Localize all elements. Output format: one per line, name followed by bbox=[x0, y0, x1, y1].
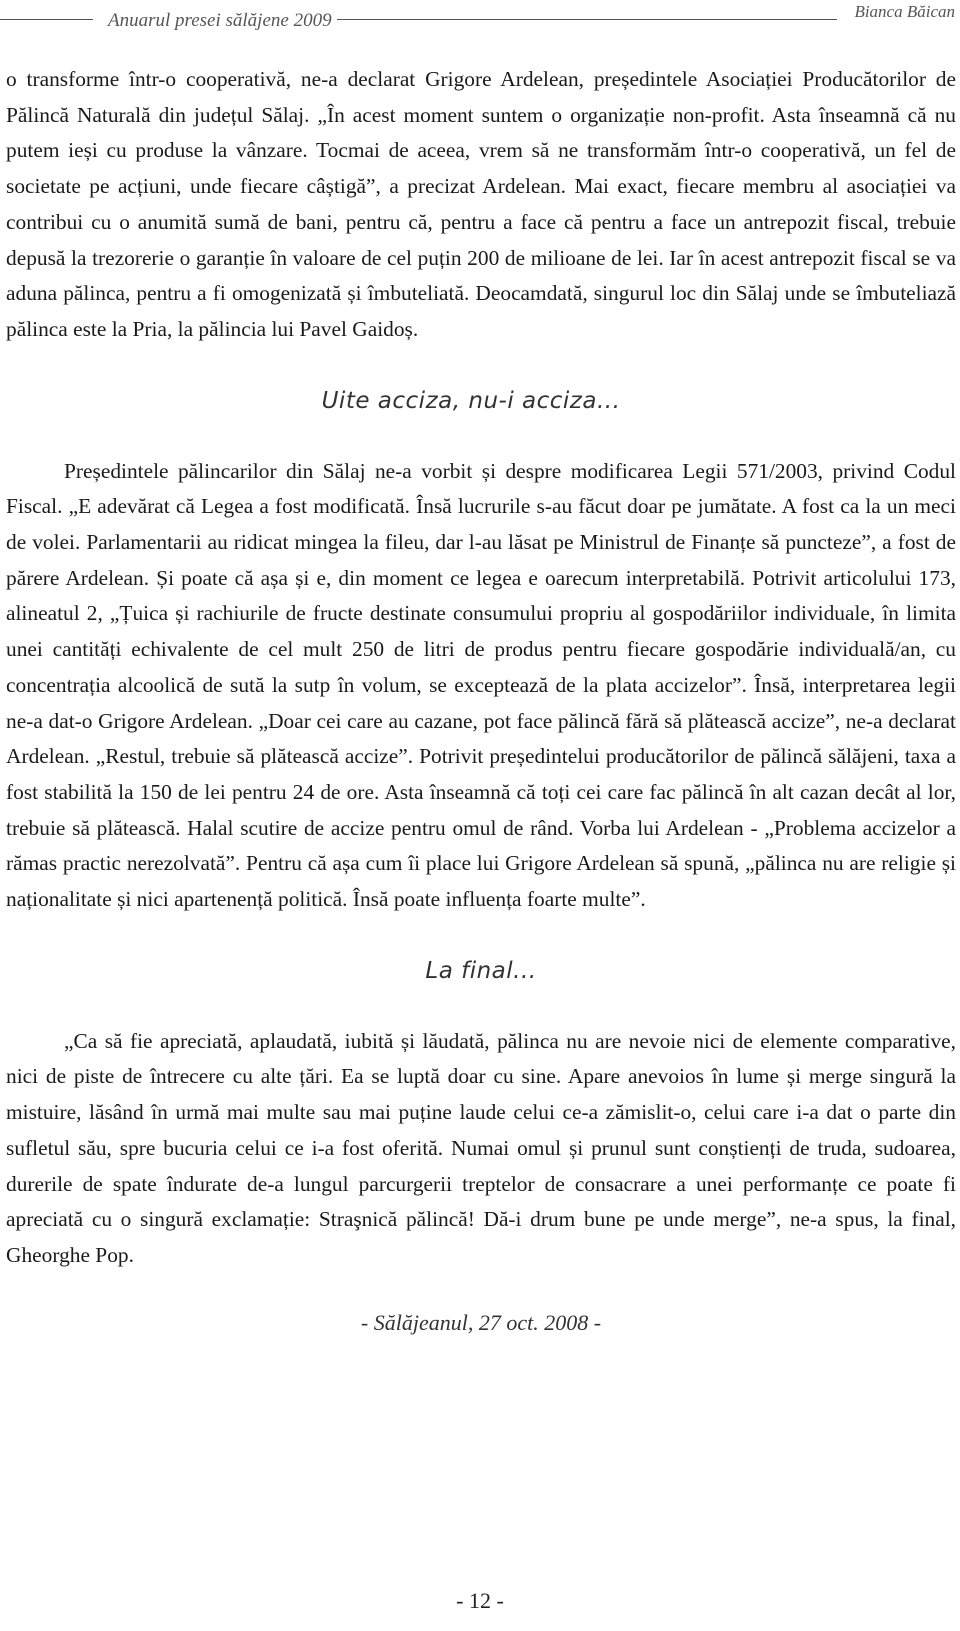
page-number: - 12 - bbox=[456, 1588, 504, 1613]
header-rule-right bbox=[337, 19, 837, 20]
publication-title: Anuarul presei sălăjene 2009 bbox=[108, 10, 332, 31]
header-rule-left bbox=[0, 19, 93, 20]
paragraph-final-quote: „Ca să fie apreciată, aplaudată, iubită și lăudată, pălinca nu are nevoie nici de elemente comparative, nici de piste de întrecere cu alte țări. Ea se luptă doar cu sine. Apare anevoios în lume și merge singură la mistuire, lăsând în urmă mai multe sau mai puține laude celui ce-a zămislit-o, celui care i-a dat o parte din sufletul său, spre bucuria celui ce i-a fost oferită. Numai omul și prunul sunt conștienți de truda, sudoarea, durerile de spate îndurate de-a lungul parcurgerii treptelor de consacrare a unei performanțe ce poate fi apreciată cu o singură exclamație: Straşnică pălincă! Dă-i drum bune pe unde merge”, ne-a spus, la final, Gheorghe Pop. bbox=[6, 1028, 956, 1267]
paragraph-fiscal-code: Președintele pălincarilor din Sălaj ne-a vorbit și despre modificarea Legii 571/2003, privind Codul Fiscal. „E adevărat că Legea a fost modificată. Însă lucrurile s-au făcut doar pe jumătate. A fost ca la un meci de volei. Parlamentarii au ridicat mingea la fileu, dar l-au lăsat pe Ministrul de Finanțe să puncteze”, a fost de părere Ardelean. Și poate că așa și e, din moment ce legea e oarecum interpretabilă. Potrivit articolului 173, alineatul 2, „Țuica și rachiurile de fructe destinate consumului propriu al gospodăriilor individuale, în limita unei cantități echivalente de cel mult 250 de litri de produs pentru fiecare gospodărie individuală/an, cu concentrația alcoolică de sută la sutp în volum, se exceptează de la plata accizelor”. Însă, interpretarea legii ne-a dat-o Grigore Ardelean. „Doar cei care au cazane, pot face pălincă fără să plătească accize”, ne-a declarat Ardelean. „Restul, trebuie să plătească accize”. Potrivit președintelui producătorilor de pălincă sălăjeni, taxa a fost stabilită la 150 de lei pentru 24 de ore. Asta înseamnă că toți cei care fac pălincă în alt cazan decât al lor, trebuie să plătească. Halal scutire de accize pentru omul de rând. Vorba lui Ardelean - „Problema accizelor a rămas practic nerezolvată”. Pentru că așa cum îi place lui Grigore Ardelean să spună, „pălinca nu are religie și naționalitate și nici apartenență politică. Însă poate influența foarte multe”. bbox=[6, 458, 956, 912]
section-heading-final: La final... bbox=[425, 957, 537, 984]
paragraph-cooperative: o transforme într-o cooperativă, ne-a declarat Grigore Ardelean, președintele Asociației Producătorilor de Pălincă Naturală din județul Sălaj. „În acest moment suntem o organizație non-profit. Asta înseamnă că nu putem ieși cu produse la vânzare. Tocmai de aceea, vrem să ne transformăm într-o cooperativă, un fel de societate pe acțiuni, unde fiecare câștigă”, a precizat Ardelean. Mai exact, fiecare membru al asociației va contribui cu o anumită sumă de bani, pentru că, pentru a face că pentru a face un antrepozit fiscal, trebuie depusă la trezorerie o garanție în valoare de cel puțin 200 de milioane de lei. Iar în acest antrepozit fiscal se va aduna pălinca, pentru a fi omogenizată și îmbuteliată. Deocamdată, singurul loc din Sălaj unde se îmbuteliază pălinca este la Pria, la pălincia lui Pavel Gaidoș. bbox=[6, 67, 956, 341]
running-header bbox=[0, 0, 960, 40]
author-name: Bianca Băican bbox=[854, 2, 955, 21]
section-heading-acciza: Uite acciza, nu-i acciza... bbox=[321, 387, 621, 414]
article-source: - Sălăjeanul, 27 oct. 2008 - bbox=[360, 1309, 602, 1335]
article-body bbox=[6, 62, 956, 1336]
